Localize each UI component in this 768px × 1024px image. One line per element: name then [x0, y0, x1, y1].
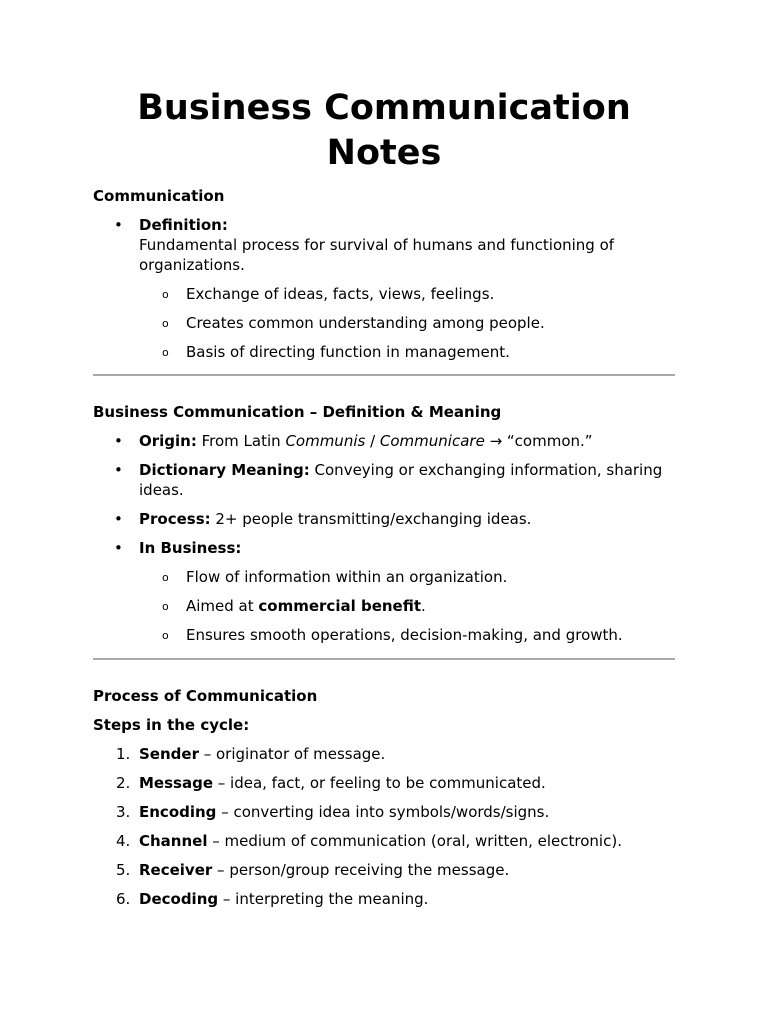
step-number: 3. [116, 803, 131, 821]
step-item [93, 744, 675, 764]
dictionary-label: Dictionary Meaning: [139, 461, 310, 479]
section-heading: Process of Communication [93, 687, 318, 705]
definition-text: Fundamental process for survival of humans and functioning of organizations. [139, 236, 615, 274]
step-description: – person/group receiving the message. [212, 861, 510, 879]
origin-separator: / [365, 432, 380, 450]
step-item [93, 860, 675, 880]
sub-item-text: Aimed at [186, 597, 259, 615]
sub-list-item: o Ensures smooth operations, decision-making, and growth. [93, 625, 675, 645]
section-communication [93, 186, 675, 362]
origin-text: → “common.” [484, 432, 593, 450]
step-description: – originator of message. [198, 745, 386, 763]
step-term: Message [139, 774, 213, 792]
step-description: – converting idea into symbols/words/signs. [216, 803, 550, 821]
list-item-dictionary [93, 460, 675, 500]
step-number: 1. [116, 745, 131, 763]
commercial-benefit-term: commercial benefit [258, 597, 422, 615]
process-label: Process: [139, 510, 211, 528]
section-heading: Business Communication – Definition & Meaning [93, 403, 502, 421]
title-line-2: Notes [326, 133, 442, 173]
step-item [93, 831, 675, 851]
steps-subheading: Steps in the cycle: [93, 716, 250, 734]
steps-list [93, 744, 675, 909]
sub-list-item: o Exchange of ideas, facts, views, feelings. [93, 284, 675, 304]
step-term: Receiver [139, 861, 213, 879]
process-text: 2+ people transmitting/exchanging ideas. [210, 510, 532, 528]
step-description: – idea, fact, or feeling to be communicated. [213, 774, 546, 792]
step-number: 4. [116, 832, 131, 850]
section-heading: Communication [93, 187, 225, 205]
bullet-list [93, 215, 675, 275]
origin-term: Communicare [379, 432, 485, 450]
origin-term: Communis [285, 432, 366, 450]
step-number: 5. [116, 861, 131, 879]
bullet-list [93, 431, 675, 558]
section-divider [93, 374, 675, 376]
step-number: 2. [116, 774, 131, 792]
list-item-definition [93, 215, 675, 275]
sub-item-text: . [421, 597, 426, 615]
step-item [93, 802, 675, 822]
step-description: – interpreting the meaning. [218, 890, 429, 908]
step-item [93, 889, 675, 909]
section-business-communication [93, 402, 675, 645]
sub-bullet-list [93, 284, 675, 362]
list-item-process [93, 509, 675, 529]
document-title [93, 86, 675, 176]
step-description: – medium of communication (oral, written, electronic). [207, 832, 622, 850]
sub-bullet-list [93, 567, 675, 645]
sub-list-item [93, 596, 675, 616]
list-item-in-business [93, 538, 675, 558]
step-term: Channel [139, 832, 208, 850]
step-term: Sender [139, 745, 199, 763]
dictionary-text: Conveying or exchanging information, sharing ideas. [139, 461, 663, 499]
step-item [93, 773, 675, 793]
origin-text: From Latin [196, 432, 286, 450]
step-term: Encoding [139, 803, 217, 821]
definition-label: Definition: [139, 216, 228, 234]
sub-list-item: o Basis of directing function in management. [93, 342, 675, 362]
title-line-1: Business Communication [137, 88, 631, 128]
list-item-origin [93, 431, 675, 451]
step-term: Decoding [139, 890, 219, 908]
in-business-label: In Business: [139, 539, 242, 557]
section-divider [93, 658, 675, 660]
sub-list-item: o Flow of information within an organization. [93, 567, 675, 587]
section-process-of-communication [93, 686, 675, 909]
origin-label: Origin: [139, 432, 197, 450]
sub-list-item: o Creates common understanding among people. [93, 313, 675, 333]
step-number: 6. [116, 890, 131, 908]
